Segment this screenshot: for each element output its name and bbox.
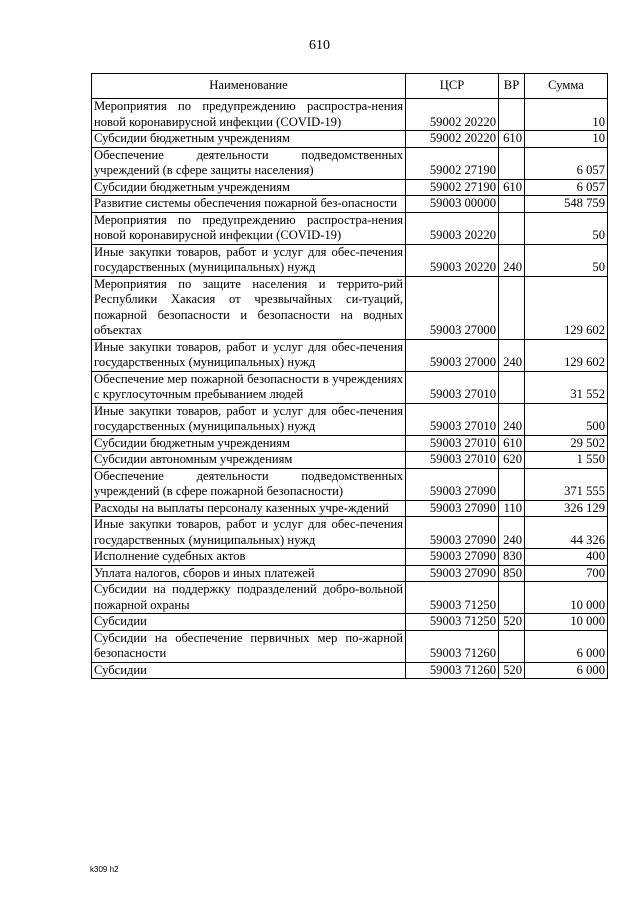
row-sum-cell: 326 129 <box>525 500 608 517</box>
row-sum-cell: 6 057 <box>525 179 608 196</box>
table-row <box>92 244 608 276</box>
row-name-cell: Субсидии бюджетным учреждениям <box>92 179 406 196</box>
row-csr-cell: 59003 27090 <box>406 468 499 500</box>
row-csr-cell: 59002 27190 <box>406 147 499 179</box>
row-vr-cell <box>499 371 525 403</box>
table-row <box>92 212 608 244</box>
row-csr-cell: 59002 20220 <box>406 131 499 148</box>
table-row <box>92 435 608 452</box>
row-sum-cell: 400 <box>525 549 608 566</box>
row-csr-cell: 59003 27010 <box>406 371 499 403</box>
row-name-cell: Мероприятия по предупреждению распростра-нения новой коронавирусной инфекции (COVID-19) <box>92 212 406 244</box>
row-sum-cell: 129 602 <box>525 339 608 371</box>
row-csr-cell: 59003 27000 <box>406 339 499 371</box>
row-vr-cell: 240 <box>499 403 525 435</box>
row-vr-cell <box>499 468 525 500</box>
row-sum-cell: 6 000 <box>525 662 608 679</box>
row-vr-cell: 610 <box>499 179 525 196</box>
row-csr-cell: 59003 20220 <box>406 244 499 276</box>
row-sum-cell: 50 <box>525 212 608 244</box>
row-sum-cell: 700 <box>525 565 608 582</box>
row-name-cell: Мероприятия по предупреждению распростра-нения новой коронавирусной инфекции (COVID-19) <box>92 99 406 131</box>
row-csr-cell: 59003 27010 <box>406 435 499 452</box>
row-vr-cell <box>499 276 525 339</box>
row-name-cell: Уплата налогов, сборов и иных платежей <box>92 565 406 582</box>
row-sum-cell: 371 555 <box>525 468 608 500</box>
row-vr-cell: 240 <box>499 244 525 276</box>
row-vr-cell: 830 <box>499 549 525 566</box>
row-csr-cell: 59003 27010 <box>406 452 499 469</box>
header-csr: ЦСР <box>406 74 499 99</box>
table-row <box>92 276 608 339</box>
row-vr-cell: 520 <box>499 662 525 679</box>
row-name-cell: Иные закупки товаров, работ и услуг для обес-печения государственных (муниципальных) нужд <box>92 403 406 435</box>
table-row <box>92 614 608 631</box>
row-sum-cell: 500 <box>525 403 608 435</box>
row-sum-cell: 31 552 <box>525 371 608 403</box>
table-row <box>92 403 608 435</box>
row-name-cell: Мероприятия по защите населения и террито-рий Республики Хакасия от чрезвычайных си-туаций, пожарной безопасности и безопасности на водных объектах <box>92 276 406 339</box>
row-vr-cell <box>499 582 525 614</box>
row-vr-cell: 620 <box>499 452 525 469</box>
row-sum-cell: 10 000 <box>525 614 608 631</box>
row-csr-cell: 59003 00000 <box>406 196 499 213</box>
row-csr-cell: 59003 27090 <box>406 517 499 549</box>
row-sum-cell: 44 326 <box>525 517 608 549</box>
row-name-cell: Обеспечение мер пожарной безопасности в учреждениях с круглосуточным пребыванием людей <box>92 371 406 403</box>
row-csr-cell: 59003 27090 <box>406 565 499 582</box>
row-name-cell: Субсидии на поддержку подразделений добро-вольной пожарной охраны <box>92 582 406 614</box>
row-name-cell: Расходы на выплаты персоналу казенных учре-ждений <box>92 500 406 517</box>
row-name-cell: Исполнение судебных актов <box>92 549 406 566</box>
table-row <box>92 468 608 500</box>
table-row <box>92 565 608 582</box>
header-vr: ВР <box>499 74 525 99</box>
table-row <box>92 196 608 213</box>
row-sum-cell: 6 000 <box>525 630 608 662</box>
row-csr-cell: 59003 71250 <box>406 582 499 614</box>
row-vr-cell <box>499 99 525 131</box>
row-vr-cell <box>499 147 525 179</box>
row-sum-cell: 10 <box>525 131 608 148</box>
table-row <box>92 131 608 148</box>
row-csr-cell: 59002 27190 <box>406 179 499 196</box>
row-sum-cell: 548 759 <box>525 196 608 213</box>
table-row <box>92 662 608 679</box>
table-row <box>92 339 608 371</box>
row-name-cell: Иные закупки товаров, работ и услуг для обес-печения государственных (муниципальных) нужд <box>92 517 406 549</box>
row-csr-cell: 59003 27090 <box>406 549 499 566</box>
row-name-cell: Субсидии <box>92 614 406 631</box>
row-name-cell: Обеспечение деятельности подведомственных учреждений (в сфере пожарной безопасности) <box>92 468 406 500</box>
row-name-cell: Развитие системы обеспечения пожарной без-опасности <box>92 196 406 213</box>
row-name-cell: Иные закупки товаров, работ и услуг для обес-печения государственных (муниципальных) нужд <box>92 339 406 371</box>
row-sum-cell: 50 <box>525 244 608 276</box>
table-row <box>92 500 608 517</box>
footer-code: k309 h2 <box>90 865 119 874</box>
table-row <box>92 630 608 662</box>
row-csr-cell: 59003 71250 <box>406 614 499 631</box>
row-csr-cell: 59003 71260 <box>406 630 499 662</box>
row-vr-cell <box>499 630 525 662</box>
budget-table <box>91 73 608 679</box>
row-name-cell: Субсидии бюджетным учреждениям <box>92 131 406 148</box>
row-vr-cell: 850 <box>499 565 525 582</box>
table-header-row <box>92 74 608 99</box>
table-row <box>92 99 608 131</box>
row-vr-cell: 110 <box>499 500 525 517</box>
table-row <box>92 549 608 566</box>
row-csr-cell: 59003 27090 <box>406 500 499 517</box>
row-vr-cell <box>499 212 525 244</box>
row-vr-cell: 240 <box>499 517 525 549</box>
row-name-cell: Субсидии бюджетным учреждениям <box>92 435 406 452</box>
row-sum-cell: 29 502 <box>525 435 608 452</box>
header-sum: Сумма <box>525 74 608 99</box>
row-name-cell: Субсидии <box>92 662 406 679</box>
row-name-cell: Обеспечение деятельности подведомственных учреждений (в сфере защиты населения) <box>92 147 406 179</box>
row-sum-cell: 129 602 <box>525 276 608 339</box>
row-vr-cell <box>499 196 525 213</box>
table-row <box>92 582 608 614</box>
header-name: Наименование <box>92 74 406 99</box>
table-row <box>92 371 608 403</box>
row-vr-cell: 610 <box>499 131 525 148</box>
row-csr-cell: 59003 71260 <box>406 662 499 679</box>
row-vr-cell: 610 <box>499 435 525 452</box>
row-name-cell: Субсидии на обеспечение первичных мер по-жарной безопасности <box>92 630 406 662</box>
row-csr-cell: 59002 20220 <box>406 99 499 131</box>
row-sum-cell: 1 550 <box>525 452 608 469</box>
table-row <box>92 179 608 196</box>
page-number: 610 <box>309 38 330 53</box>
row-vr-cell: 520 <box>499 614 525 631</box>
row-sum-cell: 10 000 <box>525 582 608 614</box>
row-sum-cell: 6 057 <box>525 147 608 179</box>
row-name-cell: Иные закупки товаров, работ и услуг для обес-печения государственных (муниципальных) нужд <box>92 244 406 276</box>
row-csr-cell: 59003 20220 <box>406 212 499 244</box>
table-row <box>92 517 608 549</box>
row-csr-cell: 59003 27000 <box>406 276 499 339</box>
row-sum-cell: 10 <box>525 99 608 131</box>
table-row <box>92 452 608 469</box>
row-csr-cell: 59003 27010 <box>406 403 499 435</box>
row-vr-cell: 240 <box>499 339 525 371</box>
row-name-cell: Субсидии автономным учреждениям <box>92 452 406 469</box>
table-body <box>92 99 608 679</box>
table-row <box>92 147 608 179</box>
